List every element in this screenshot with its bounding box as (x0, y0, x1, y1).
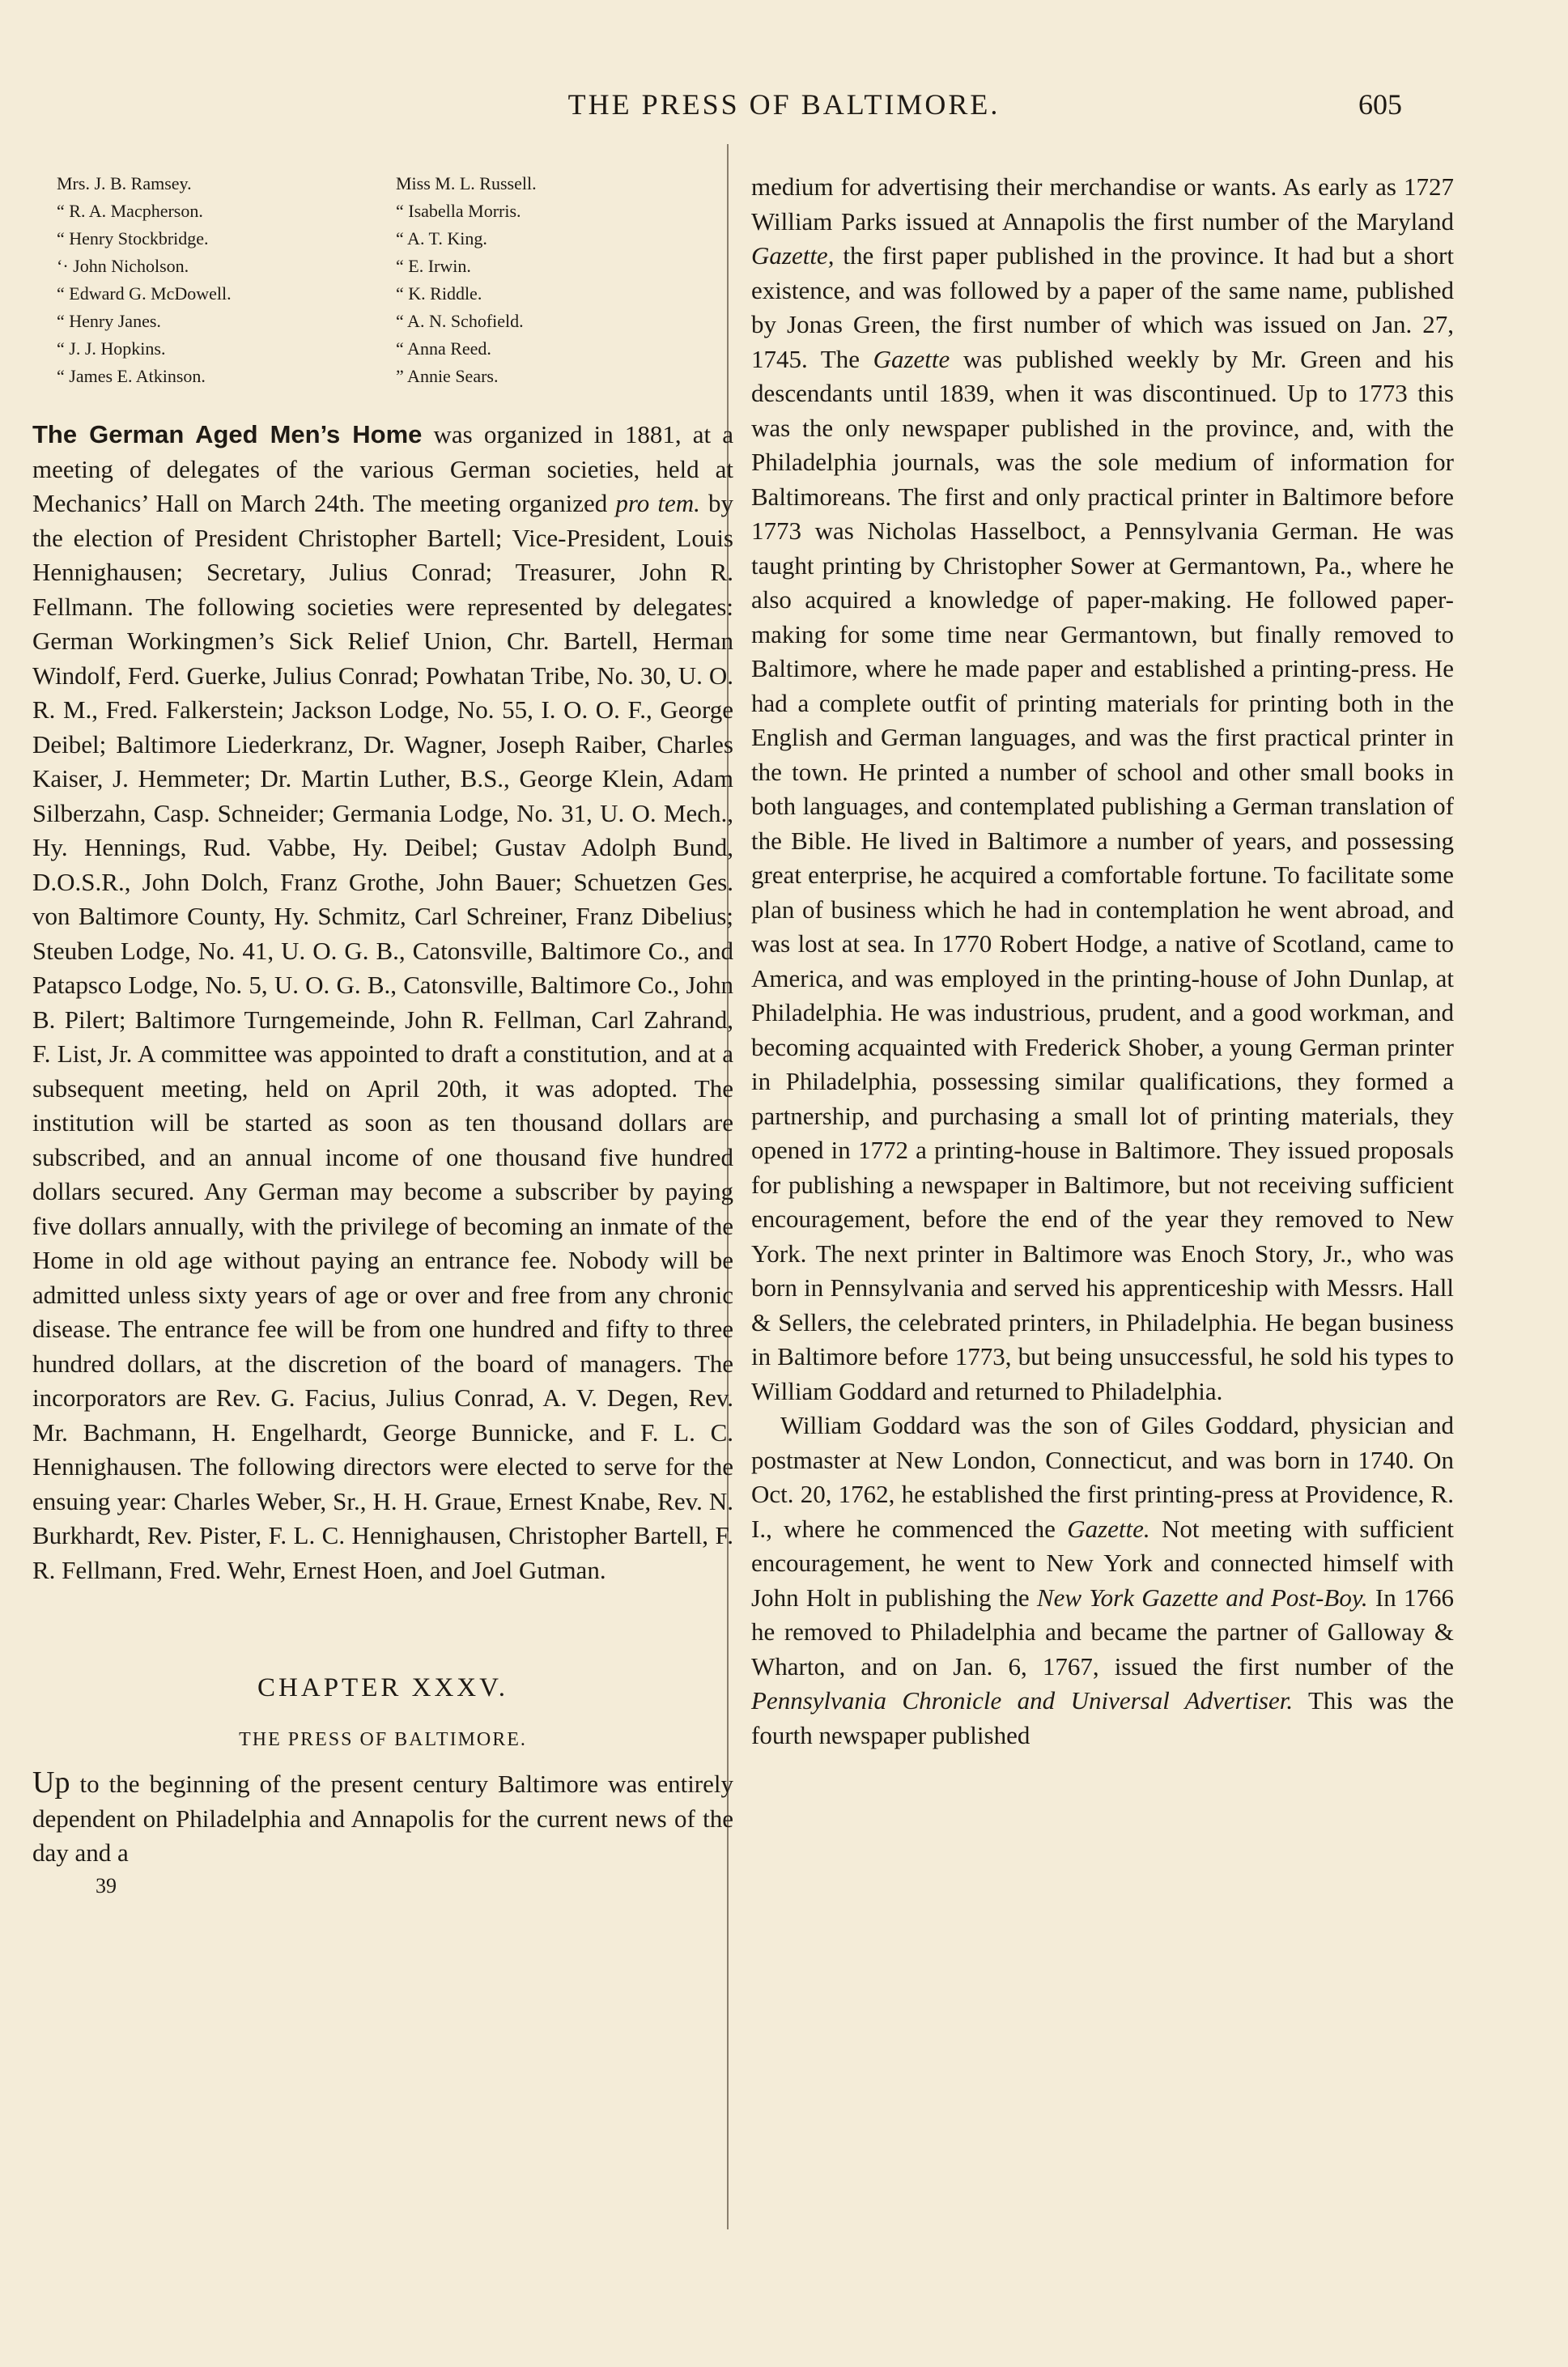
running-title: THE PRESS OF BALTIMORE. (567, 88, 1001, 121)
paragraph-text: by the election of President Christopher Bartell; Vice-President, Louis Hennighausen; Secretary, Julius Conrad; Treasurer, John R. Fellmann. The following societies were represented by delegates: German Workingmen’s Sick Relief Union, Chr. Bartell, Herman Windolf, Ferd. Guerke, Julius Conrad; Powhatan Tribe, No. 30, U. O. R. M., Fred. Falkerstein; Jackson Lodge, No. 55, I. O. O. F., George Deibel; Baltimore Liederkranz, Dr. Wagner, Joseph Raiber, Charles Kaiser, J. Hemmeter; Dr. Martin Luther, B.S., George Klein, Adam Silberzahn, Casp. Schneider; Germania Lodge, No. 31, U. O. Mech., Hy. Hennings, Rud. Vabbe, Hy. Deibel; Gustav Adolph Bund, D.O.S.R., John Dolch, Franz Grothe, John Bauer; Schuetzen Ges. von Baltimore County, Hy. Schmitz, Carl Schreiner, Franz Dibelius; Steuben Lodge, No. 41, U. O. G. B., Catonsville, Baltimore Co., and Patapsco Lodge, No. 5, U. O. G. B., Catonsville, Baltimore Co., John B. Pilert; Baltimore Turngemeinde, John R. Fellman, Carl Zahrand, F. List, Jr. A committee was appointed to draft a constitution, and at a subsequent meeting, held on April 20th, it was adopted. The institution will be started as soon as ten thousand dollars are subscribed, and an annual income of one thousand five hundred dollars secured. Any German may become a subscriber by paying five dollars annually, with the privilege of becoming an inmate of the Home in old age without paying an entrance fee. Nobody will be admitted unless sixty years of age or over and free from any chronic disease. The entrance fee will be from one hundred and fifty to three hundred dollars, at the discretion of the board of managers. The incorporators are Rev. G. Facius, Julius Conrad, A. V. Degen, Rev. Mr. Bachmann, H. Engelhardt, George Bunnicke, and F. L. C. Hennighausen. The following directors were elected to serve for the ensuing year: Charles Weber, Sr., H. H. Graue, Ernest Knabe, Rev. N. Burkhardt, Rev. Pister, F. L. C. Hennighausen, Christopher Bartell, F. R. Fellmann, Fred. Wehr, Ernest Hoen, and Joel Gutman. (32, 489, 734, 1584)
paragraph-text: This was the fourth newspaper published (751, 1686, 1455, 1749)
italic-text: Gazette (873, 344, 950, 373)
italic-text: Pennsylvania Chronicle and Universal Advertiser. (751, 1686, 1294, 1715)
running-head (32, 87, 1536, 128)
name-entry: Miss M. L. Russell. (396, 173, 537, 193)
name-entry: ‘· John Nicholson. (57, 256, 189, 276)
chapter-subtitle: THE PRESS OF BALTIMORE. (239, 1729, 527, 1750)
paragraph-text: In 1766 he removed to Philadelphia and became the partner of Galloway & Wharton, and on Jan. 6, 1767, issued the first number of the (751, 1583, 1454, 1681)
paragraph-text: William Goddard was the son of Giles Goddard, physician and postmaster at New London, Connecticut, and was born in 1740. On Oct. 20, 1762, he established the first printing-press at Providence, R. I., where he commenced the (751, 1411, 1454, 1543)
name-entry: Mrs. J. B. Ramsey. (57, 173, 192, 193)
name-entry: “ Isabella Morris. (396, 201, 521, 221)
name-entry: “ J. J. Hopkins. (57, 338, 166, 359)
name-entry: “ E. Irwin. (396, 256, 471, 276)
name-list (57, 170, 733, 390)
name-entry: “ Henry Janes. (57, 311, 161, 331)
chapter-intro-paragraph (32, 1766, 733, 1871)
paragraph-lead: The German Aged Men’s Home (32, 420, 423, 448)
paragraph-text: medium for advertising their merchandise or wants. As early as 1727 William Parks issued at Annapolis the first number of the Maryland (751, 172, 1454, 236)
name-entry: “ James E. Atkinson. (57, 366, 206, 386)
name-list-left (57, 170, 394, 390)
italic-text: pro tem. (615, 489, 700, 517)
paragraph-text: was organized in 1881, at a meeting of delegates of the various German societies, held at Mechanics’ Hall on March 24th. The meeting organized (32, 420, 734, 517)
italic-text: Gazette, (751, 241, 835, 270)
name-entry: “ A. T. King. (396, 228, 487, 249)
initial-word: Up (32, 1766, 70, 1800)
name-entry: “ Anna Reed. (396, 338, 491, 359)
name-entry: “ R. A. Macpherson. (57, 201, 203, 221)
italic-text: New York Gazette and Post-Boy. (1036, 1583, 1368, 1612)
early-press-paragraph (751, 170, 1454, 1409)
paragraph-text: the first paper published in the province. It had but a short existence, and was followed by a paper of the same name, published by Jonas Green, the first number of which was issued on Jan. 27, 1745. The (751, 241, 1454, 373)
chapter-heading: CHAPTER XXXV. (257, 1673, 508, 1702)
name-list-right (396, 170, 733, 390)
paragraph-text: Not meeting with sufficient encouragement, he went to New York and connected himself with John Holt in publishing the (751, 1514, 1454, 1612)
paragraph-text: to the beginning of the present century Baltimore was entirely dependent on Philadelphia and Annapolis for the current news of the day and a (32, 1770, 733, 1867)
right-column (751, 170, 1454, 1753)
name-entry: “ K. Riddle. (396, 283, 482, 304)
name-entry: ” Annie Sears. (396, 366, 499, 386)
page-number: 605 (1358, 88, 1402, 121)
paragraph-text: was published weekly by Mr. Green and his descendants until 1839, when it was discontinued. Up to 1773 this was the only newspaper published in the province, and, with the Philadelphia journals, was the sole medium of information for Baltimoreans. The first and only practical printer in Baltimore before 1773 was Nicholas Hasselboct, a Pennsylvania German. He was taught printing by Christopher Sower at Germantown, Pa., where he also acquired a knowledge of paper-making. He followed paper-making for some time near Germantown, but finally removed to Baltimore, where he made paper and established a printing-press. He had a complete outfit of printing materials for printing both in the English and German languages, and was the first practical printer in the town. He printed a number of school and other small books in both languages, and contemplated publishing a German translation of the Bible. He lived in Baltimore a number of years, and possessing great enterprise, he acquired a comfortable fortune. To facilitate some plan of business which he had in contemplation he went abroad, and was lost at sea. In 1770 Robert Hodge, a native of Scotland, came to America, and was employed in the printing-house of John Dunlap, at Philadelphia. He was industrious, prudent, and a good workman, and becoming acquainted with Frederick Shober, a young German printer in Philadelphia, possessing similar qualifications, they formed a partnership, and purchasing a small lot of printing materials, they opened in 1772 a printing-house in Baltimore. They issued proposals for publishing a newspaper in Baltimore, but not receiving sufficient encouragement, before the end of the year they removed to New York. The next printer in Baltimore was Enoch Story, Jr., who was born in Pennsylvania and served his apprenticeship with Messrs. Hall & Sellers, the celebrated printers, in Philadelphia. He began business in Baltimore before 1773, but being unsuccessful, he sold his types to William Goddard and returned to Philadelphia. (751, 344, 1454, 1405)
signature-mark: 39 (96, 1873, 117, 1897)
italic-text: Gazette. (1067, 1514, 1150, 1543)
aged-mens-home-paragraph (32, 418, 733, 1587)
left-column (32, 170, 733, 1898)
name-entry: “ A. N. Schofield. (396, 311, 524, 331)
name-entry: “ Henry Stockbridge. (57, 228, 209, 249)
goddard-paragraph (751, 1409, 1454, 1753)
name-entry: “ Edward G. McDowell. (57, 283, 232, 304)
